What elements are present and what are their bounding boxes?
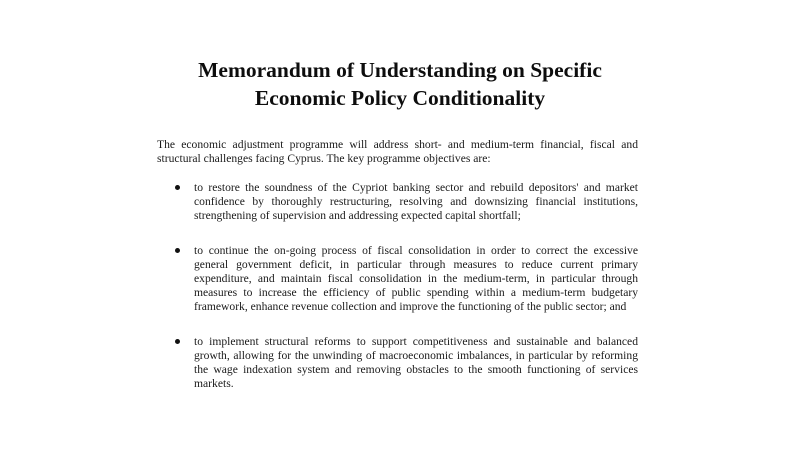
bullet-icon — [175, 339, 180, 344]
title-line-1: Memorandum of Understanding on Specific — [198, 58, 602, 82]
objective-text: to implement structural reforms to support competitiveness and sustainable and balanced growth, allowing for the unwinding of macroeconomic imbalances, in particular by reforming the wage indexation system and removing obstacles to the smooth functioning of services markets. — [194, 334, 638, 391]
bullet-icon — [175, 185, 180, 190]
objective-text: to restore the soundness of the Cypriot banking sector and rebuild depositors' and market confidence by thoroughly restructuring, resolving and downsizing financial institutions, strengthening of supervision and addressing expected capital shortfall; — [194, 181, 638, 223]
objective-item-fiscal — [178, 244, 638, 315]
objective-text: to continue the on-going process of fiscal consolidation in order to correct the excessive general government deficit, in particular through measures to reduce current primary expenditure, and maintain fiscal consolidation in the medium-term, in particular through measures to increase the efficiency of public spending within a medium-term budgetary framework, enhance revenue collection and improve the functioning of the public sector; and — [194, 243, 638, 314]
objective-item-banking — [178, 181, 638, 224]
objective-item-structural — [178, 335, 638, 392]
intro-paragraph: The economic adjustment programme will address short- and medium-term financial, fiscal and structural challenges facing Cyprus. The key programme objectives are: — [157, 138, 638, 166]
bullet-icon — [175, 248, 180, 253]
title-line-2: Economic Policy Conditionality — [254, 86, 546, 110]
objectives-list — [178, 181, 638, 391]
document-title — [150, 56, 650, 112]
